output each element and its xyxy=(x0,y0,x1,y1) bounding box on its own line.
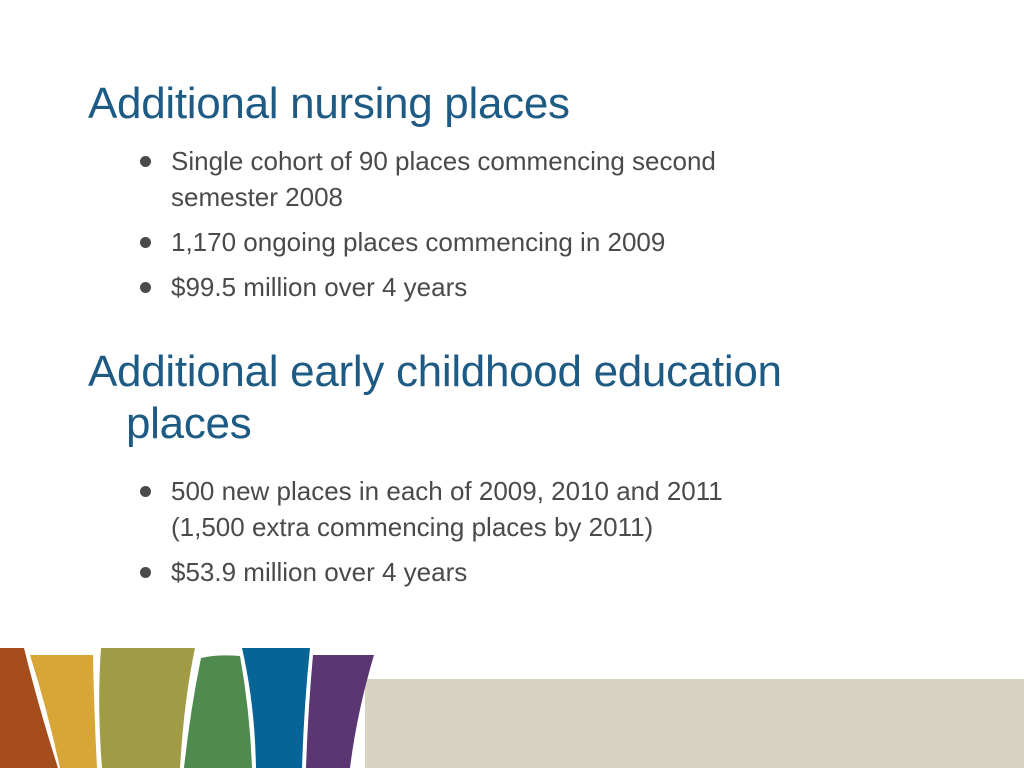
stripe-purple xyxy=(306,655,374,768)
heading-nursing-places: Additional nursing places xyxy=(88,79,570,128)
bullet-text-line: (1,500 extra commencing places by 2011) xyxy=(171,512,654,542)
bullet-text-line: 1,170 ongoing places commencing in 2009 xyxy=(171,227,666,257)
stripe-olive xyxy=(99,648,195,768)
heading-line: Additional early childhood education xyxy=(88,347,782,396)
bullet-text-line: $53.9 million over 4 years xyxy=(171,557,468,587)
stripe-blue xyxy=(242,648,310,768)
bullet-text-line: 500 new places in each of 2009, 2010 and 2011 xyxy=(171,476,723,506)
stripe-green xyxy=(184,655,252,768)
footer-band xyxy=(365,679,1024,768)
bullet-text-line: Single cohort of 90 places commencing second xyxy=(171,146,716,176)
bullet-text-line: $99.5 million over 4 years xyxy=(171,272,468,302)
bullet-text-line: semester 2008 xyxy=(171,182,343,212)
heading-line: places xyxy=(126,399,252,448)
